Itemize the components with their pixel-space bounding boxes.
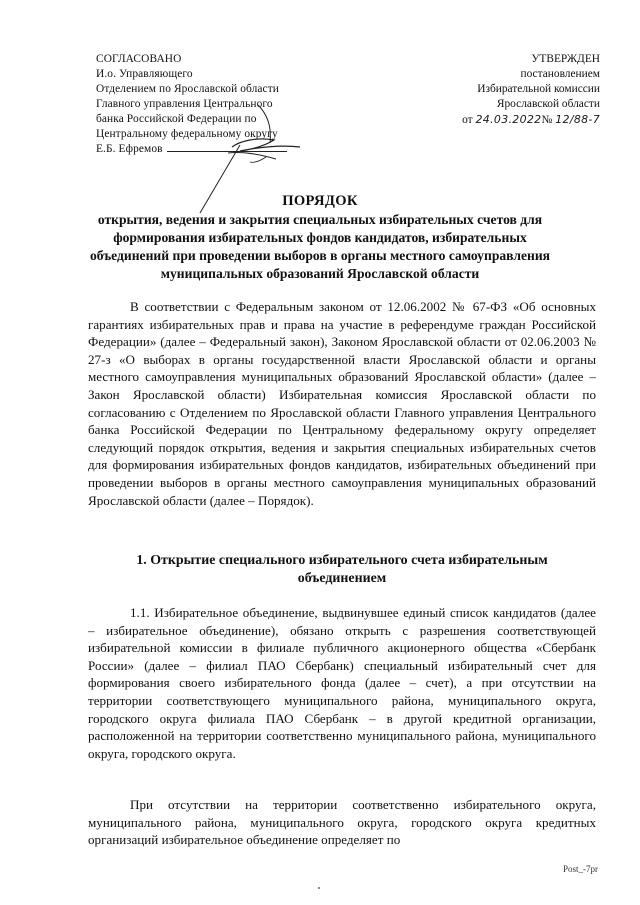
agreed-line: Отделением по Ярославской области: [96, 83, 279, 95]
agreed-signer: Е.Б. Ефремов: [96, 143, 163, 155]
approved-line: Избирательной комиссии: [477, 83, 600, 95]
footer-code: Post_-7pr: [562, 864, 598, 874]
document-title: ПОРЯДОК: [282, 193, 358, 209]
approved-line: постановлением: [520, 68, 600, 80]
agreed-line: Главного управления Центрального: [96, 98, 273, 110]
date-prefix: от: [462, 114, 473, 126]
handwritten-date: 24.03.2022: [475, 113, 542, 126]
body-paragraph: 1.1. Избирательное объединение, выдвинувшее единый список кандидатов (далее – избирательное объединение), обязано открыть с разрешения соответствующей избирательной комиссии в филиале публичного акционерного общества «Сбербанк России» (далее – филиал ПАО Сбербанк) специальный избирательный счет для формирования своего избирательного фонда (далее – счет), а при отсутствии на территории соответствующего муниципального района, муниципального округа, городского округа филиала ПАО Сбербанк – в другой кредитной организации, расположенной на территории соответственно муниципального района, муниципального округа, городского округа.: [88, 605, 596, 761]
section-heading: 1. Открытие специального избирательного счета избирательным объединением: [136, 553, 548, 586]
handwritten-number: 12/88-7: [555, 113, 600, 126]
document-subtitle: открытия, ведения и закрытия специальных избирательных счетов для формирования избирательных фондов кандидатов, избирательных объединений при проведении выборов в органы местного самоуправления муниципальных образований Ярославской области: [89, 212, 551, 281]
approved-line: Ярославской области: [496, 98, 600, 110]
agreed-line: Центральному федеральному округу: [96, 128, 278, 140]
agreed-line: банка Российской Федерации по: [96, 113, 257, 125]
approved-heading: УТВЕРЖДЕН: [531, 53, 600, 65]
approved-block: [370, 52, 600, 128]
approved-date-row: [370, 112, 600, 128]
page-dot: [318, 887, 320, 889]
agreed-heading: СОГЛАСОВАНО: [96, 53, 182, 65]
intro-paragraph: В соответствии с Федеральным законом от 12.06.2002 № 67-ФЗ «Об основных гарантиях избирательных прав и права на участие в референдуме граждан Российской Федерации» (далее – Федеральный закон), Законом Ярославской области от 02.06.2003 № 27-з «О выборах в органы государственной власти Ярославской области и органы местного самоуправления муниципальных образований Ярославской области» (далее – Закон Ярославской области) Избирательная комиссия Ярославской области по согласованию с Отделением по Ярославской области Главного управления Центрального банка Российской Федерации по Центральному федеральному округу определяет следующий порядок открытия, ведения и закрытия специальных избирательных счетов для формирования избирательных фондов кандидатов, избирательных объединений при проведении выборов в органы местного самоуправления муниципальных образований Ярославской области (далее – Порядок).: [88, 299, 596, 508]
body-paragraph: При отсутствии на территории соответственно избирательного округа, муниципального района, муниципального округа, городского округа кредитных организаций избирательное объединение определяет по: [88, 797, 596, 848]
agreed-line: И.о. Управляющего: [96, 68, 193, 80]
number-sign: №: [541, 114, 553, 126]
